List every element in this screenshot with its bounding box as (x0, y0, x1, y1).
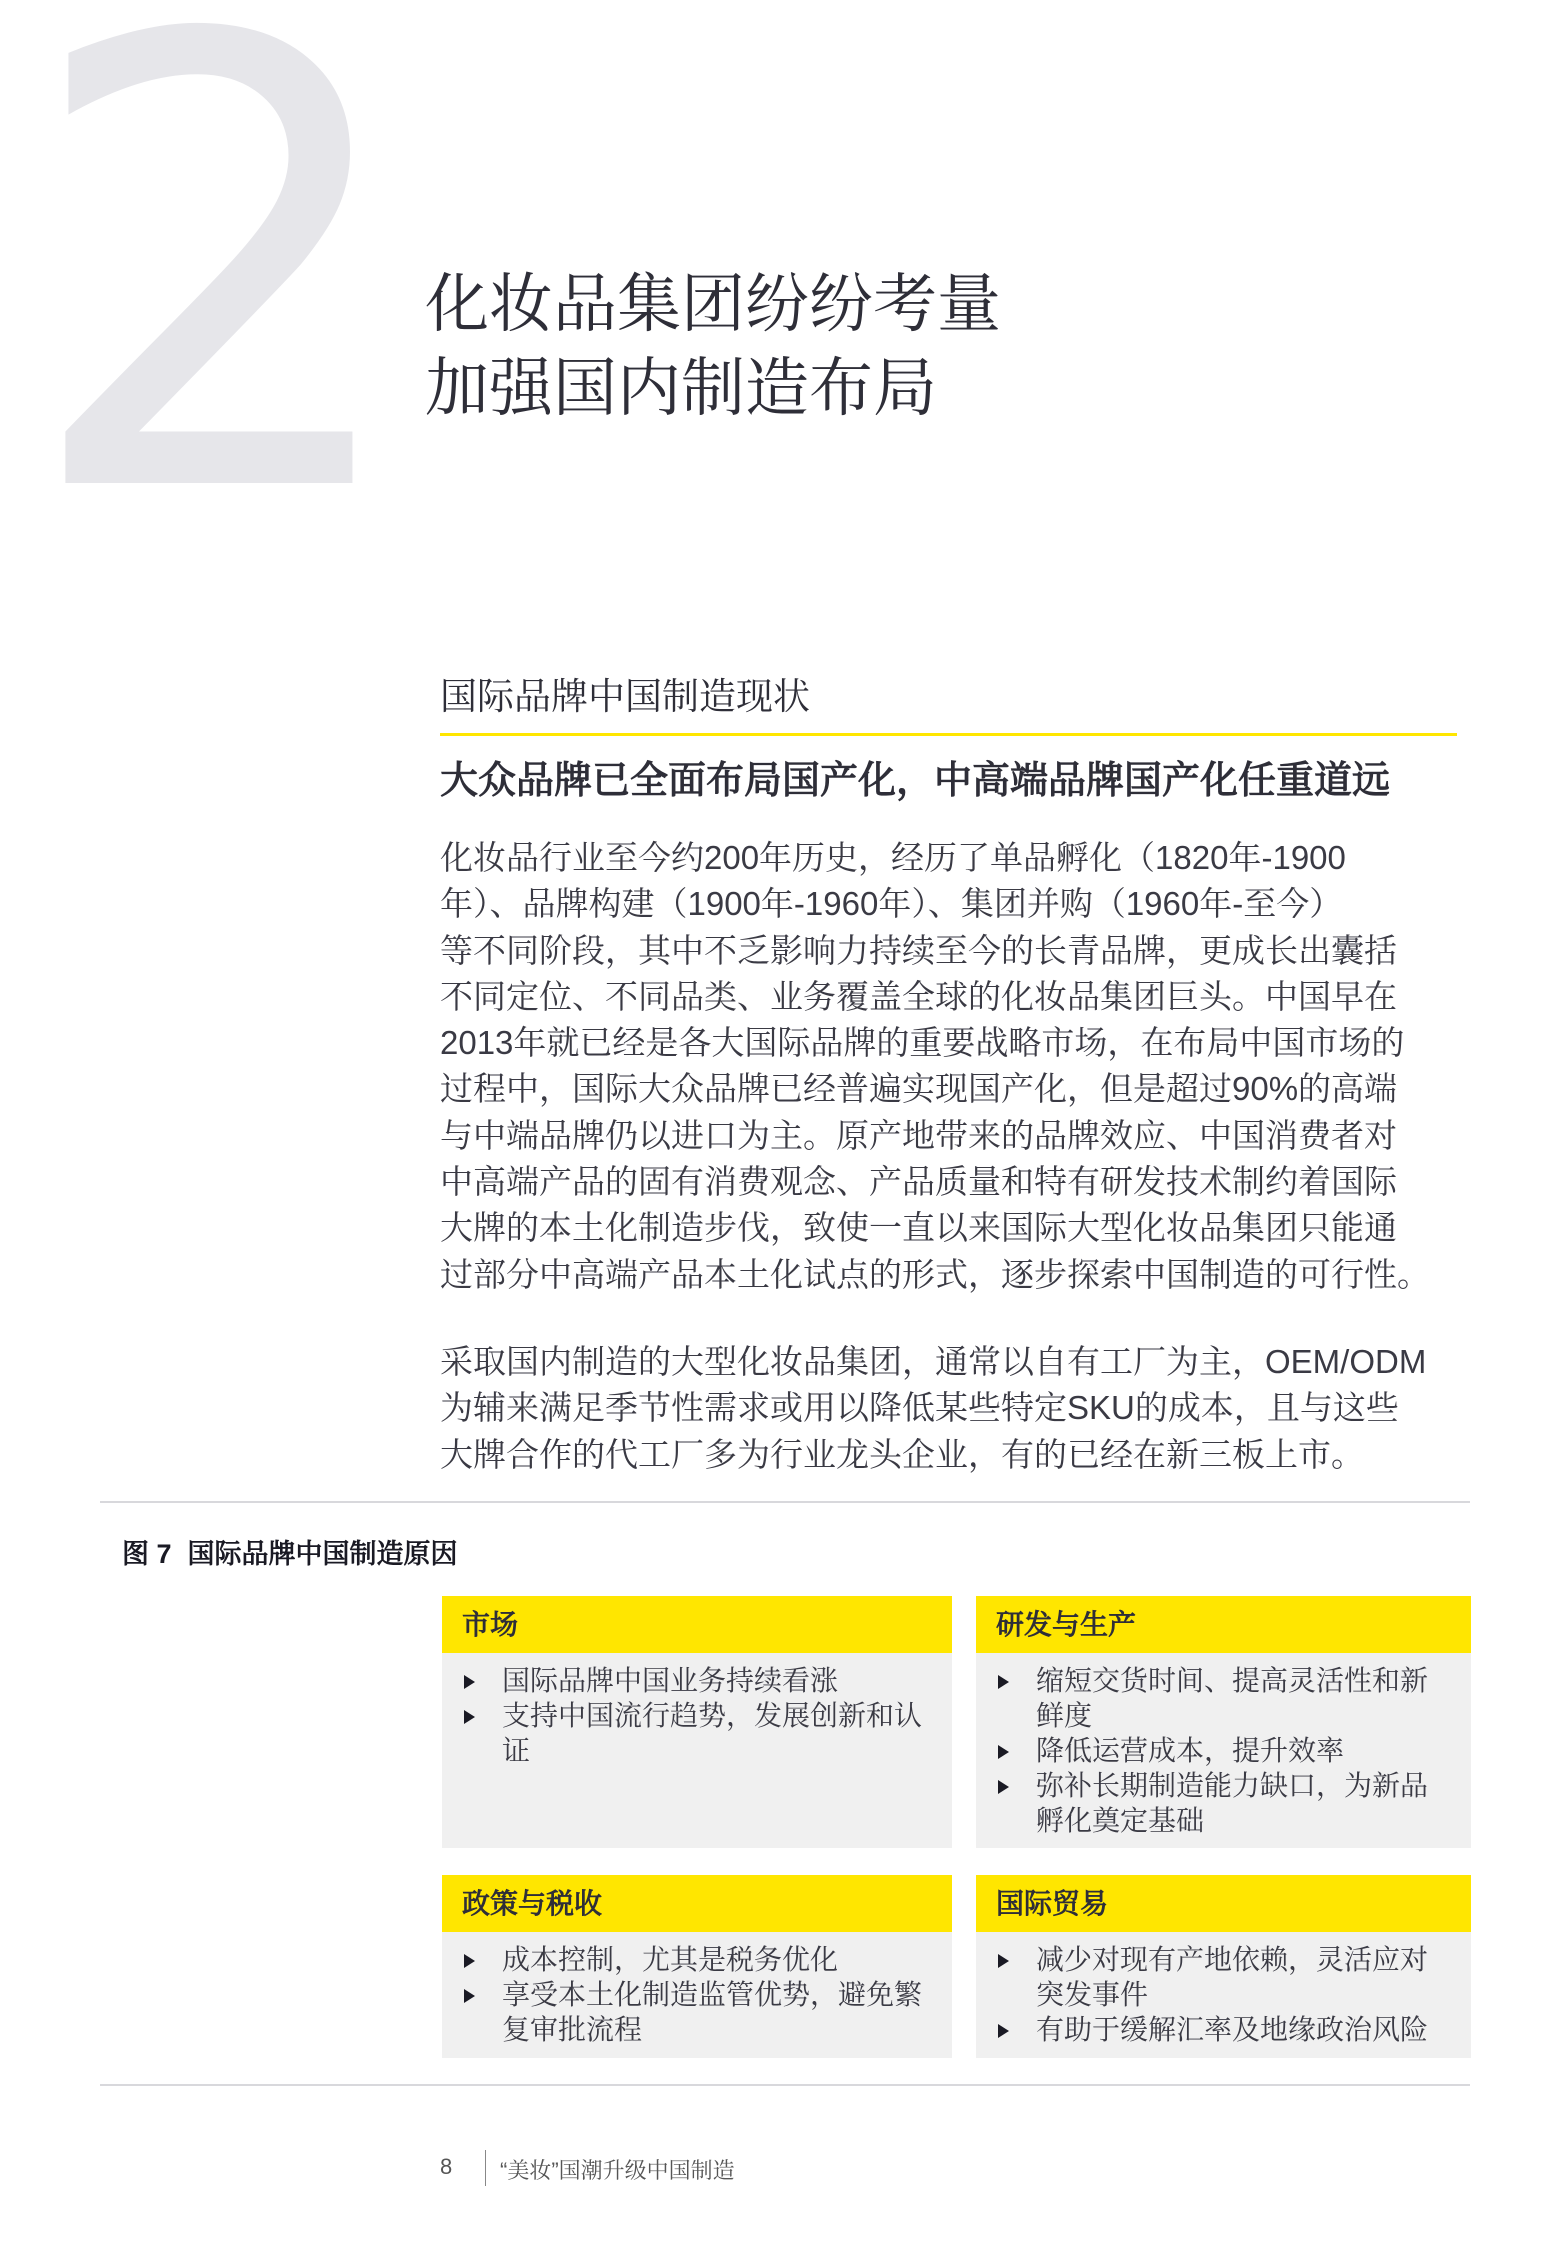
figure-top-rule (100, 1501, 1470, 1503)
bullet-triangle-icon (464, 1989, 475, 2003)
figure-title: 国际品牌中国制造原因 (187, 1539, 458, 1569)
bullet-triangle-icon (464, 1710, 475, 1724)
text-line: 过部分中高端产品本土化试点的形式，逐步探索中国制造的可行性。 (440, 1255, 1430, 1293)
figure-bottom-rule (100, 2084, 1470, 2086)
section-underline (440, 733, 1457, 736)
text-line: 与中端品牌仍以进口为主。原产地带来的品牌效应、中国消费者对 (440, 1116, 1397, 1154)
list-item (996, 1942, 1451, 2012)
chapter-number: 2 (20, 0, 395, 630)
list-item (462, 1663, 932, 1698)
list-item (996, 1733, 1451, 1768)
box-title: 国际贸易 (976, 1875, 1471, 1932)
list-item-text: 国际品牌中国业务持续看涨 (502, 1665, 839, 1696)
reason-box-trade (976, 1875, 1471, 2058)
bullet-triangle-icon (464, 1675, 475, 1689)
title-line: 加强国内制造布局 (425, 352, 937, 424)
box-title: 市场 (442, 1596, 952, 1653)
text-line: 为辅来满足季节性需求或用以降低某些特定SKU的成本，且与这些 (440, 1389, 1399, 1427)
text-line: 2013年就已经是各大国际品牌的重要战略市场，在布局中国市场的 (440, 1024, 1405, 1062)
footer-divider (485, 2150, 486, 2186)
bullet-triangle-icon (998, 1675, 1009, 1689)
section-heading: 国际品牌中国制造现状 (440, 676, 810, 717)
bullet-triangle-icon (998, 2024, 1009, 2038)
bullet-triangle-icon (998, 1745, 1009, 1759)
text-line: 大牌的本土化制造步伐，致使一直以来国际大型化妆品集团只能通 (440, 1209, 1397, 1247)
text-line: 年）、品牌构建（1900年-1960年）、集团并购（1960年-至今） (440, 885, 1343, 923)
text-line: 采取国内制造的大型化妆品集团，通常以自有工厂为主，OEM/ODM (440, 1343, 1427, 1380)
list-item-text: 享受本土化制造监管优势，避免繁复审批流程 (502, 1979, 923, 2045)
bullet-triangle-icon (998, 1780, 1009, 1794)
reason-box-market (442, 1596, 952, 1848)
page-title (425, 262, 1001, 430)
body-paragraph-1 (440, 835, 1430, 1298)
list-item (996, 1663, 1451, 1733)
figure-caption (122, 1536, 458, 1572)
text-line: 过程中，国际大众品牌已经普遍实现国产化，但是超过90%的高端 (440, 1070, 1398, 1108)
figure-number: 图 7 (122, 1539, 172, 1569)
text-line: 等不同阶段，其中不乏影响力持续至今的长青品牌，更成长出囊括 (440, 931, 1397, 969)
text-line: 不同定位、不同品类、业务覆盖全球的化妆品集团巨头。中国早在 (440, 977, 1397, 1015)
list-item-text: 弥补长期制造能力缺口，为新品孵化奠定基础 (1036, 1770, 1429, 1836)
bullet-triangle-icon (998, 1954, 1009, 1968)
sub-heading: 大众品牌已全面布局国产化，中高端品牌国产化任重道远 (440, 760, 1391, 802)
list-item-text: 有助于缓解汇率及地缘政治风险 (1036, 2014, 1429, 2045)
reason-box-rnd-production (976, 1596, 1471, 1848)
list-item (996, 1768, 1451, 1838)
list-item-text: 缩短交货时间、提高灵活性和新鲜度 (1036, 1665, 1429, 1731)
list-item-text: 降低运营成本，提升效率 (1036, 1735, 1345, 1766)
list-item-text: 成本控制，尤其是税务优化 (502, 1944, 839, 1975)
list-item (462, 1698, 932, 1768)
list-item-text: 支持中国流行趋势，发展创新和认证 (502, 1700, 923, 1766)
list-item-text: 减少对现有产地依赖，灵活应对突发事件 (1036, 1944, 1429, 2010)
box-title: 研发与生产 (976, 1596, 1471, 1653)
title-line: 化妆品集团纷纷考量 (425, 268, 1001, 340)
text-line: 中高端产品的固有消费观念、产品质量和特有研发技术制约着国际 (440, 1163, 1397, 1201)
list-item (462, 1942, 932, 1977)
box-title: 政策与税收 (442, 1875, 952, 1932)
list-item (996, 2012, 1451, 2047)
text-line: 大牌合作的代工厂多为行业龙头企业，有的已经在新三板上市。 (440, 1435, 1364, 1473)
bullet-triangle-icon (464, 1954, 475, 1968)
reason-box-policy-tax (442, 1875, 952, 2058)
page-number: 8 (440, 2154, 453, 2179)
body-paragraph-2 (440, 1339, 1426, 1478)
report-title: “美妆”国潮升级中国制造 (500, 2158, 735, 2183)
list-item (462, 1977, 932, 2047)
text-line: 化妆品行业至今约200年历史，经历了单品孵化（1820年-1900 (440, 839, 1346, 876)
